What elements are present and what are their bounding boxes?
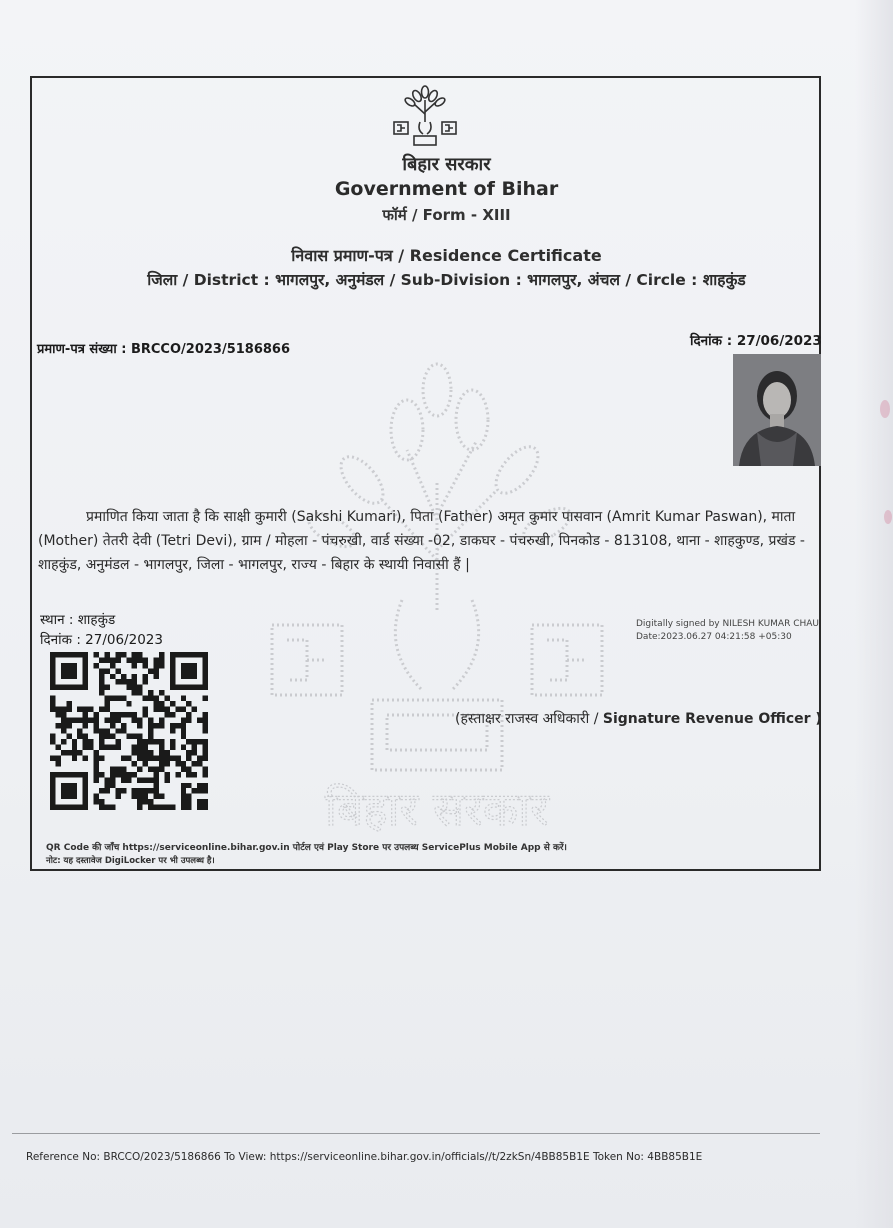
govt-title-hindi: बिहार सरकार bbox=[402, 154, 491, 175]
certificate-title: निवास प्रमाण-पत्र / Residence Certificate bbox=[291, 246, 602, 265]
digital-signed-by: Digitally signed by NILESH KUMAR CHAU bbox=[636, 619, 820, 629]
qr-verification-note: QR Code की जाँच https://serviceonline.bihar.gov.in पोर्टल एवं Play Store पर उपलब्ध ServicePlus Mobile App से करें। bbox=[46, 843, 567, 853]
certificate-body-text: प्रमाणित किया जाता है कि साक्षी कुमारी (Sakshi Kumari), पिता (Father) अमृत कुमार पासवान (Amrit Kumar Paswan), माता (Mother) तेतरी देवी (Tetri Devi), ग्राम / मोहला - पंचरुखी, वार्ड संख्या -02, डाकघर - पंचरुखी, पिनकोड - 813108, थाना - शाहकुण्ड, प्रखंड - शाहकुंड, अनुमंडल - भागलपुर, जिला - भागलपुर, राज्य - बिहार के स्थायी निवासी हैं | bbox=[38, 509, 805, 573]
digilocker-note: नोट: यह दस्तावेज DigiLocker पर भी उपलब्ध है। bbox=[46, 856, 215, 866]
issue-date-line: दिनांक : 27/06/2023 bbox=[40, 632, 163, 648]
district-line: जिला / District : भागलपुर, अनुमंडल / Sub-Division : भागलपुर, अंचल / Circle : शाहकुंड bbox=[147, 271, 746, 289]
certificate-number: प्रमाण-पत्र संख्या : BRCCO/2023/5186866 bbox=[37, 342, 291, 357]
bihar-emblem-watermark bbox=[262, 360, 612, 840]
signature-label bbox=[455, 709, 822, 728]
govt-title-english: Government of Bihar bbox=[334, 178, 559, 200]
digital-signature-block bbox=[636, 618, 819, 644]
certificate-date: दिनांक : 27/06/2023 bbox=[690, 333, 822, 349]
pink-stain bbox=[880, 400, 890, 418]
signature-label-hindi: (हस्ताक्षर राजस्व अधिकारी / bbox=[455, 711, 603, 727]
qr-code[interactable] bbox=[50, 652, 208, 810]
watermark-text: बिहार सरकार bbox=[325, 782, 549, 836]
digital-signed-date: Date:2023.06.27 04:21:58 +05:30 bbox=[636, 632, 792, 642]
form-number: फॉर्म / Form - XIII bbox=[382, 206, 511, 224]
reference-line: Reference No: BRCCO/2023/5186866 To View: https://serviceonline.bihar.gov.in/officials//t/2zkSn/4BB85B1E Token No: 4BB85B1E bbox=[26, 1151, 703, 1163]
footer-divider bbox=[12, 1133, 820, 1134]
signature-label-english: Signature Revenue Officer ) bbox=[602, 711, 822, 727]
bihar-emblem-logo bbox=[390, 84, 460, 148]
pink-stain bbox=[884, 510, 892, 524]
place-line: स्थान : शाहकुंड bbox=[40, 612, 116, 628]
applicant-photo bbox=[733, 354, 821, 466]
